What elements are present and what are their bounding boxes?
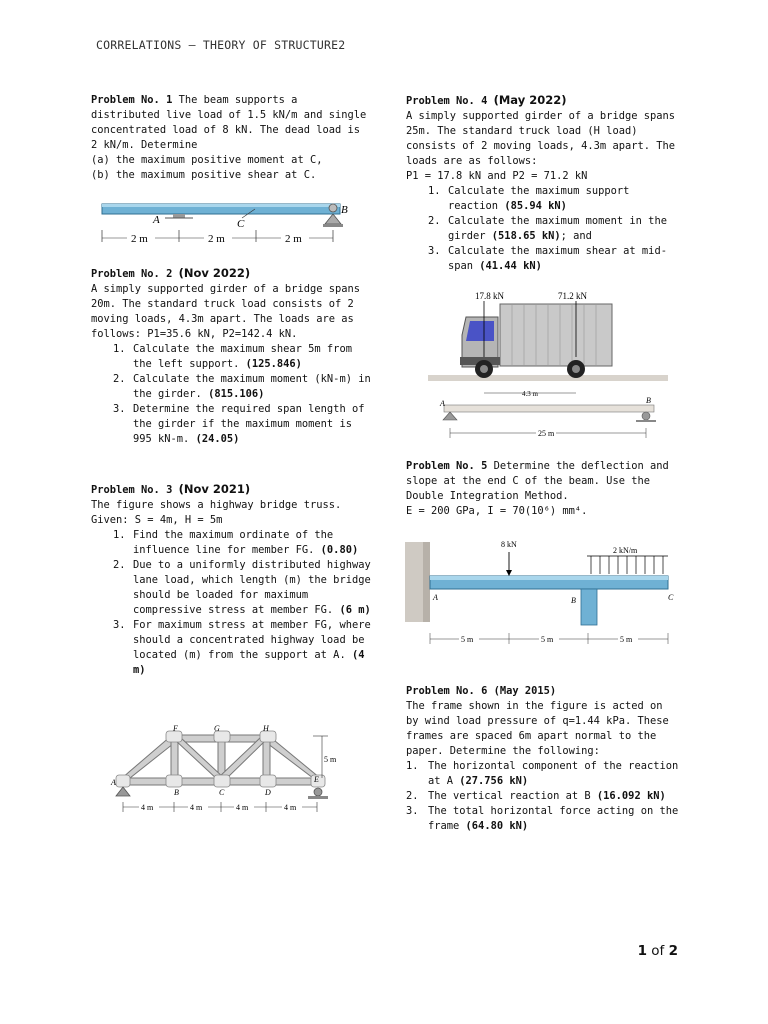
problem-5-beam-figure [405,536,680,651]
problem-3-item: 3. For maximum stress at member FG, where should a concentrated highway load be located (m) from the support at A. (4 m) [113,619,371,676]
problem-3-body: The figure shows a highway bridge truss. Given: S = 4m, H = 5m [91,499,348,526]
problem-3-truss-figure [108,722,348,822]
node-c: C [219,788,225,797]
problem-5-title: Problem No. 5 [406,460,488,472]
node-d: D [265,788,271,797]
label-a: A [153,214,160,226]
node-b: B [174,788,179,797]
problem-4 [406,93,681,274]
problem-1-body: The beam supports a distributed live load of 1.5 kN/m and single concentrated load of 8 kN. The dead load is 2 kN/m. Determine [91,94,373,151]
dim-3: 2 m [285,233,302,245]
problem-6-item: 3. The total horizontal force acting on the frame (64.80 kN) [406,805,679,832]
problem-4-title: Problem No. 4 [406,95,488,107]
problem-6-item: 2. The vertical reaction at B (16.092 kN) [406,790,666,802]
problem-3-item: 1. Find the maximum ordinate of the influence line for member FG. (0.80) [113,529,359,556]
dim-height: 5 m [324,755,337,764]
problem-1-item-b: (b) the maximum positive shear at C. [91,169,317,181]
load-p1: 17.8 kN [475,291,504,301]
dim-s3: 4 m [236,803,249,812]
problem-1-item-a: (a) the maximum positive moment at C, [91,154,323,166]
problem-6 [406,684,681,834]
problem-4-item: 3. Calculate the maximum shear at mid-span (41.44 kN) [428,245,667,272]
point-b: B [571,596,576,605]
problem-3 [91,482,371,678]
node-a: A [111,778,116,787]
dim-1: 2 m [131,233,148,245]
page-header: CORRELATIONS – THEORY OF STRUCTURE2 [96,38,346,52]
load-p2: 71.2 kN [558,291,587,301]
problem-6-title: Problem No. 6 [406,685,488,697]
dim-5-1: 5 m [461,635,474,644]
left-column [91,93,371,183]
problem-6-item: 1. The horizontal component of the reaction at A (27.756 kN) [406,760,679,787]
problem-2-item: 2. Calculate the maximum moment (kN-m) in the girder. (815.106) [113,373,371,400]
dim-gap: 4.3 m [522,390,538,398]
dist-load-label: 2 kN/m [613,546,638,555]
dim-5-2: 5 m [541,635,554,644]
node-f: F [173,724,178,733]
dim-5-3: 5 m [620,635,633,644]
problem-6-date: (May 2015) [493,685,557,697]
problem-3-item: 2. Due to a uniformly distributed highway lane load, which length (m) the bridge should be loaded for maximum compressive stress at member FG. (6 m) [113,559,371,616]
dim-s1: 4 m [141,803,154,812]
problem-4-date: (May 2022) [493,93,567,107]
problem-5 [406,459,681,519]
problem-3-title: Problem No. 3 [91,484,173,496]
label-c: C [237,218,245,230]
dim-2: 2 m [208,233,225,245]
problem-2-body: A simply supported girder of a bridge spans 20m. The standard truck load consists of 2 moving loads, 4.3m apart. The loads are as follows: P1=35.6 kN, P2=142.4 kN. [91,283,367,340]
dim-s4: 4 m [284,803,297,812]
node-h: H [263,724,269,733]
node-e: E [314,775,319,784]
support-b: B [646,396,651,405]
problem-5-body: Determine the deflection and slope at the end C of the beam. Use the Double Integration Method. E = 200 GPa, I = 70(10⁶) mm⁴. [406,460,669,517]
problem-2-item: 1. Calculate the maximum shear 5m from the left support. (125.846) [113,343,352,370]
problem-2-title: Problem No. 2 [91,268,173,280]
problem-3-date: (Nov 2021) [178,482,251,496]
dim-span: 25 m [538,429,555,438]
problem-1-beam-figure [95,196,355,251]
node-g: G [214,724,220,733]
problem-4-body: A simply supported girder of a bridge spans 25m. The standard truck load (H load) consists of 2 moving loads, 4.3m apart. The loads are as follows: P1 = 17.8 kN and P2 = 71.2 kN [406,110,675,182]
point-a: A [433,593,438,602]
dim-s2: 4 m [190,803,203,812]
problem-2-item: 3. Determine the required span length of the girder if the maximum moment is 995 kN-m. (24.05) [113,403,365,445]
support-a: A [440,399,445,408]
point-load-label: 8 kN [501,540,517,549]
problem-1-text [91,93,371,153]
problem-4-item: 2. Calculate the maximum moment in the girder (518.65 kN); and [428,215,667,242]
point-c: C [668,593,674,602]
problem-2 [91,266,371,447]
problem-4-truck-figure [428,287,668,442]
problem-4-item: 1. Calculate the maximum support reaction (85.94 kN) [428,185,630,212]
problem-6-body: The frame shown in the figure is acted on by wind load pressure of q=1.44 kPa. These frames are spaced 6m apart normal to the paper. Determine the following: [406,700,676,757]
label-b: B [341,204,348,216]
problem-1-title: Problem No. 1 [91,94,173,106]
page-indicator: 1 of 2 [637,943,678,959]
problem-2-date: (Nov 2022) [178,266,251,280]
